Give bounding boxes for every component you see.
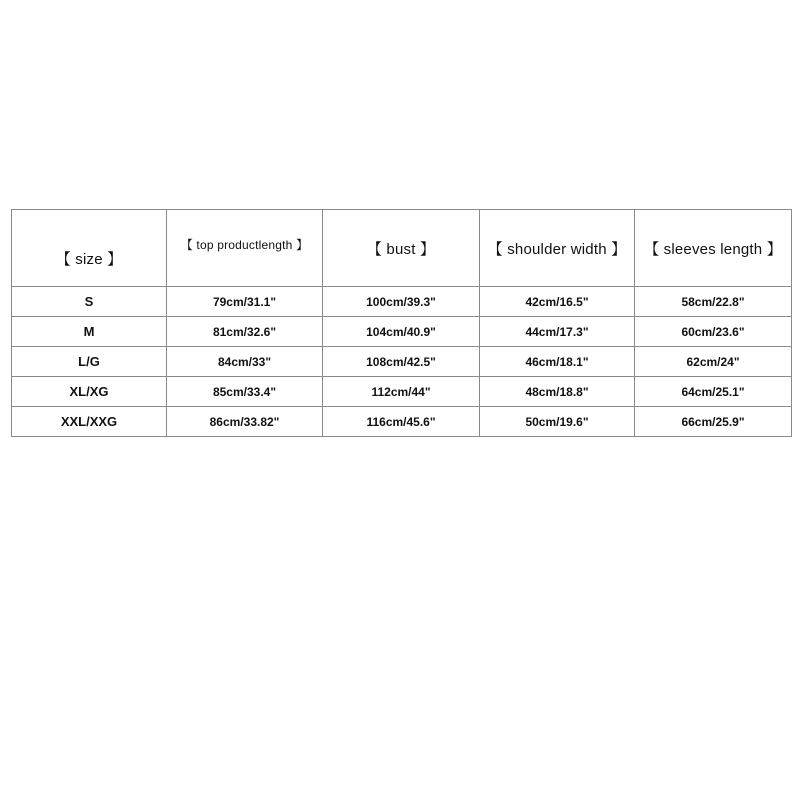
bust-cell: 104cm/40.9" (323, 317, 480, 347)
table-row (12, 347, 792, 377)
table-row (12, 287, 792, 317)
bust-cell: 116cm/45.6" (323, 407, 480, 437)
header-shoulder-width: 【 shoulder width 】 (480, 210, 635, 287)
size-cell: L/G (12, 347, 167, 377)
top-length-cell: 85cm/33.4" (167, 377, 323, 407)
header-top-length: 【 top productlength 】 (167, 210, 323, 287)
shoulder-width-cell: 42cm/16.5" (480, 287, 635, 317)
size-cell: XXL/XXG (12, 407, 167, 437)
sleeves-length-cell: 66cm/25.9" (635, 407, 792, 437)
header-sleeves-length: 【 sleeves length 】 (635, 210, 792, 287)
top-length-cell: 84cm/33" (167, 347, 323, 377)
size-cell: S (12, 287, 167, 317)
bust-cell: 100cm/39.3" (323, 287, 480, 317)
table-row (12, 377, 792, 407)
bust-cell: 108cm/42.5" (323, 347, 480, 377)
sleeves-length-cell: 64cm/25.1" (635, 377, 792, 407)
bust-cell: 112cm/44" (323, 377, 480, 407)
table-row (12, 317, 792, 347)
size-cell: M (12, 317, 167, 347)
shoulder-width-cell: 50cm/19.6" (480, 407, 635, 437)
shoulder-width-cell: 44cm/17.3" (480, 317, 635, 347)
shoulder-width-cell: 46cm/18.1" (480, 347, 635, 377)
top-length-cell: 86cm/33.82" (167, 407, 323, 437)
size-chart-table (11, 209, 792, 437)
table-row (12, 407, 792, 437)
top-length-cell: 81cm/32.6" (167, 317, 323, 347)
header-size: 【 size 】 (12, 210, 167, 287)
shoulder-width-cell: 48cm/18.8" (480, 377, 635, 407)
size-cell: XL/XG (12, 377, 167, 407)
sleeves-length-cell: 58cm/22.8" (635, 287, 792, 317)
sleeves-length-cell: 60cm/23.6" (635, 317, 792, 347)
sleeves-length-cell: 62cm/24" (635, 347, 792, 377)
top-length-cell: 79cm/31.1" (167, 287, 323, 317)
header-row (12, 210, 792, 287)
header-bust: 【 bust 】 (323, 210, 480, 287)
